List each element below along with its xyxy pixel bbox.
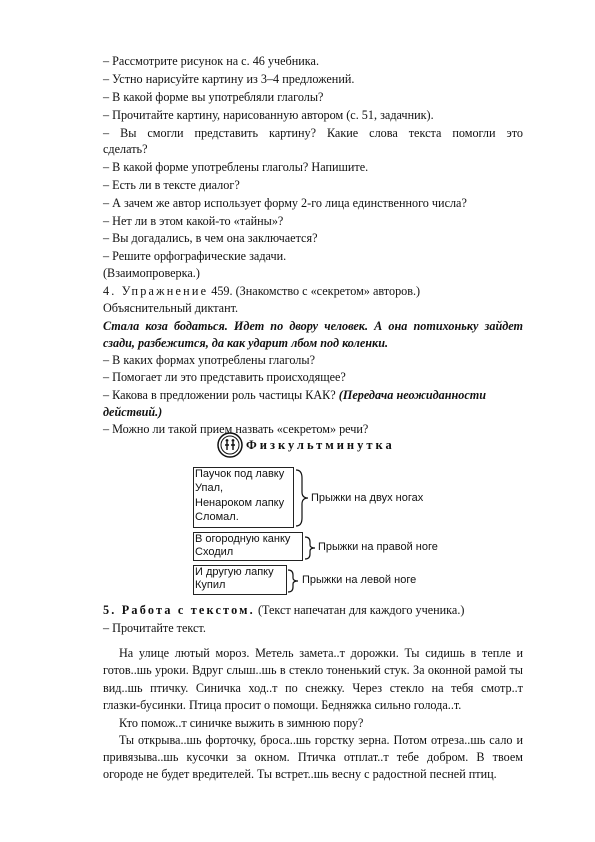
kak-question-answer-cont: действий.) [103, 405, 163, 419]
italic-text-line: сзади, разбежится, да как ударит лбом под коленки. [103, 336, 389, 350]
story-line: На улице лютый мороз. Метель замета..т дорожки. Ты сидишь в тепле и [119, 646, 523, 660]
brace-icon [286, 568, 300, 594]
text-line: – Есть ли в тексте диалог? [103, 178, 240, 192]
rhyme-line: Паучок под лавку [195, 468, 285, 480]
story-line: готов..шь уроки. Вдруг слыш..шь в стекло тоненький стук. За оконной рамой ты [103, 663, 523, 677]
question-line: – Помогает ли это представить происходящее? [103, 370, 346, 384]
story-line: огороде не будет вредителей. Ты встрет..шь весну с радостной песней птиц. [103, 767, 497, 781]
work-rest: (Текст напечатан для каждого ученика.) [254, 603, 465, 617]
rhyme-line: Сходил [195, 546, 234, 558]
story-question: Кто помож..т синичке выжить в зимнюю пору? [119, 716, 364, 730]
text-line: (Взаимопроверка.) [103, 266, 200, 280]
rhyme-line: Ненароком лапку [195, 497, 285, 509]
secret-question: – Можно ли такой прием назвать «секретом» речи? [103, 422, 369, 436]
rhyme-line: Купил [195, 579, 226, 591]
exercise-heading [103, 284, 523, 299]
movement-note: Прыжки на двух ногах [311, 492, 424, 504]
rhyme-line: И другую лапку [195, 566, 274, 578]
story-line: Ты открыва..шь форточку, броса..шь горстку зерна. Потом отреза..шь сало и [119, 733, 523, 747]
story-line: глазки-бусинки. Птица просит о помощи. Бедняжка сильно голода..т. [103, 698, 462, 712]
story-line: вид..шь птичку. Синичка ход..т по снежку. Через стекло на тебя смотр..т [103, 681, 523, 695]
movement-note: Прыжки на левой ноге [302, 574, 417, 586]
rhyme-line: Сломал. [195, 511, 239, 523]
movement-note: Прыжки на правой ноге [318, 541, 438, 553]
italic-text-line: Стала коза бодаться. Идет по двору человек. А она потихоньку зайдет [103, 319, 523, 333]
brace-icon [303, 535, 317, 561]
text-line: – Прочитайте картину, нарисованную автором (с. 51, задачник). [103, 108, 434, 122]
text-line: – Решите орфографические задачи. [103, 249, 287, 263]
text-line: сделать? [103, 142, 148, 156]
text-line: – В какой форме вы употребляли глаголы? [103, 90, 324, 104]
work-heading [103, 603, 523, 618]
fizminutka-title: Физкультминутка [246, 438, 395, 452]
text-line: – А зачем же автор использует форму 2-го лица единственного числа? [103, 196, 467, 210]
rhyme-line: Упал, [195, 482, 224, 494]
text-line: – Нет ли в этом какой-то «тайны»? [103, 214, 284, 228]
text-line: – В какой форме употреблены глаголы? Напишите. [103, 160, 369, 174]
text-line: – Вы смогли представить картину? Какие слова текста помогли это [103, 126, 523, 140]
read-instruction: – Прочитайте текст. [103, 621, 206, 635]
kak-question-text: – Какова в предложении роль частицы КАК? [103, 388, 339, 402]
kak-question [103, 388, 523, 403]
fizminutka-icon [217, 432, 243, 458]
question-line: – В каких формах употреблены глаголы? [103, 353, 315, 367]
brace-icon [294, 468, 310, 528]
dictation-line: Объяснительный диктант. [103, 301, 239, 315]
text-line: – Вы догадались, в чем она заключается? [103, 231, 318, 245]
exercise-rest: 459. (Знакомство с «секретом» авторов.) [208, 284, 421, 298]
exercise-label: 4. Упражнение [103, 284, 209, 298]
work-label: 5. Работа с текстом. [103, 603, 255, 617]
rhyme-line: В огородную канку [195, 533, 291, 545]
kak-question-answer: (Передача неожиданности [338, 388, 487, 402]
story-line: привязыва..шь кусочки за окном. Птичка отплат..т тебе добром. В твоем [103, 750, 523, 764]
text-line: – Рассмотрите рисунок на с. 46 учебника. [103, 54, 319, 68]
text-line: – Устно нарисуйте картину из 3–4 предложений. [103, 72, 355, 86]
